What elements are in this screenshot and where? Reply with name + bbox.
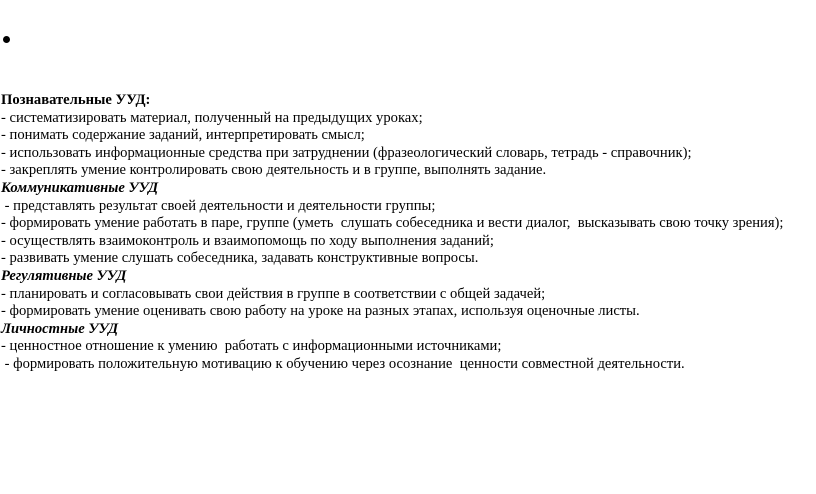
list-item: - осуществлять взаимоконтроль и взаимопомощь по ходу выполнения заданий; — [1, 232, 494, 249]
list-item: - понимать содержание заданий, интерпретировать смысл; — [1, 127, 365, 144]
list-item: - формировать умение оценивать свою работу на уроке на разных этапах, используя оценочные листы. — [1, 303, 640, 320]
list-item: - представлять результат своей деятельности и деятельности группы; — [1, 197, 436, 214]
list-item: - закреплять умение контролировать свою деятельность и в группе, выполнять задание. — [1, 162, 547, 179]
list-item: - формировать положительную мотивацию к обучению через осознание ценности совместной деятельности. — [1, 355, 685, 372]
list-item: - развивать умение слушать собеседника, задавать конструктивные вопросы. — [1, 250, 479, 267]
section-heading-communicative: Коммуникативные УУД — [1, 179, 159, 196]
document-body — [1, 92, 816, 374]
list-item: - использовать информационные средства при затруднении (фразеологический словарь, тетрадь - справочник); — [1, 144, 692, 161]
section-heading-regulatory: Регулятивные УУД — [1, 267, 127, 284]
section-heading-personal: Личностные УУД — [1, 320, 119, 337]
bullet-dot-icon — [3, 36, 10, 43]
list-item: - ценностное отношение к умению работать с информационными источниками; — [1, 338, 502, 355]
list-item: - формировать умение работать в паре, группе (уметь слушать собеседника и вести диалог, высказывать свою точку зрения); — [1, 215, 784, 232]
list-item: - систематизировать материал, полученный на предыдущих уроках; — [1, 109, 423, 126]
section-heading-cognitive: Познавательные УУД: — [1, 92, 151, 108]
list-item: - планировать и согласовывать свои действия в группе в соответствии с общей задачей; — [1, 285, 546, 302]
